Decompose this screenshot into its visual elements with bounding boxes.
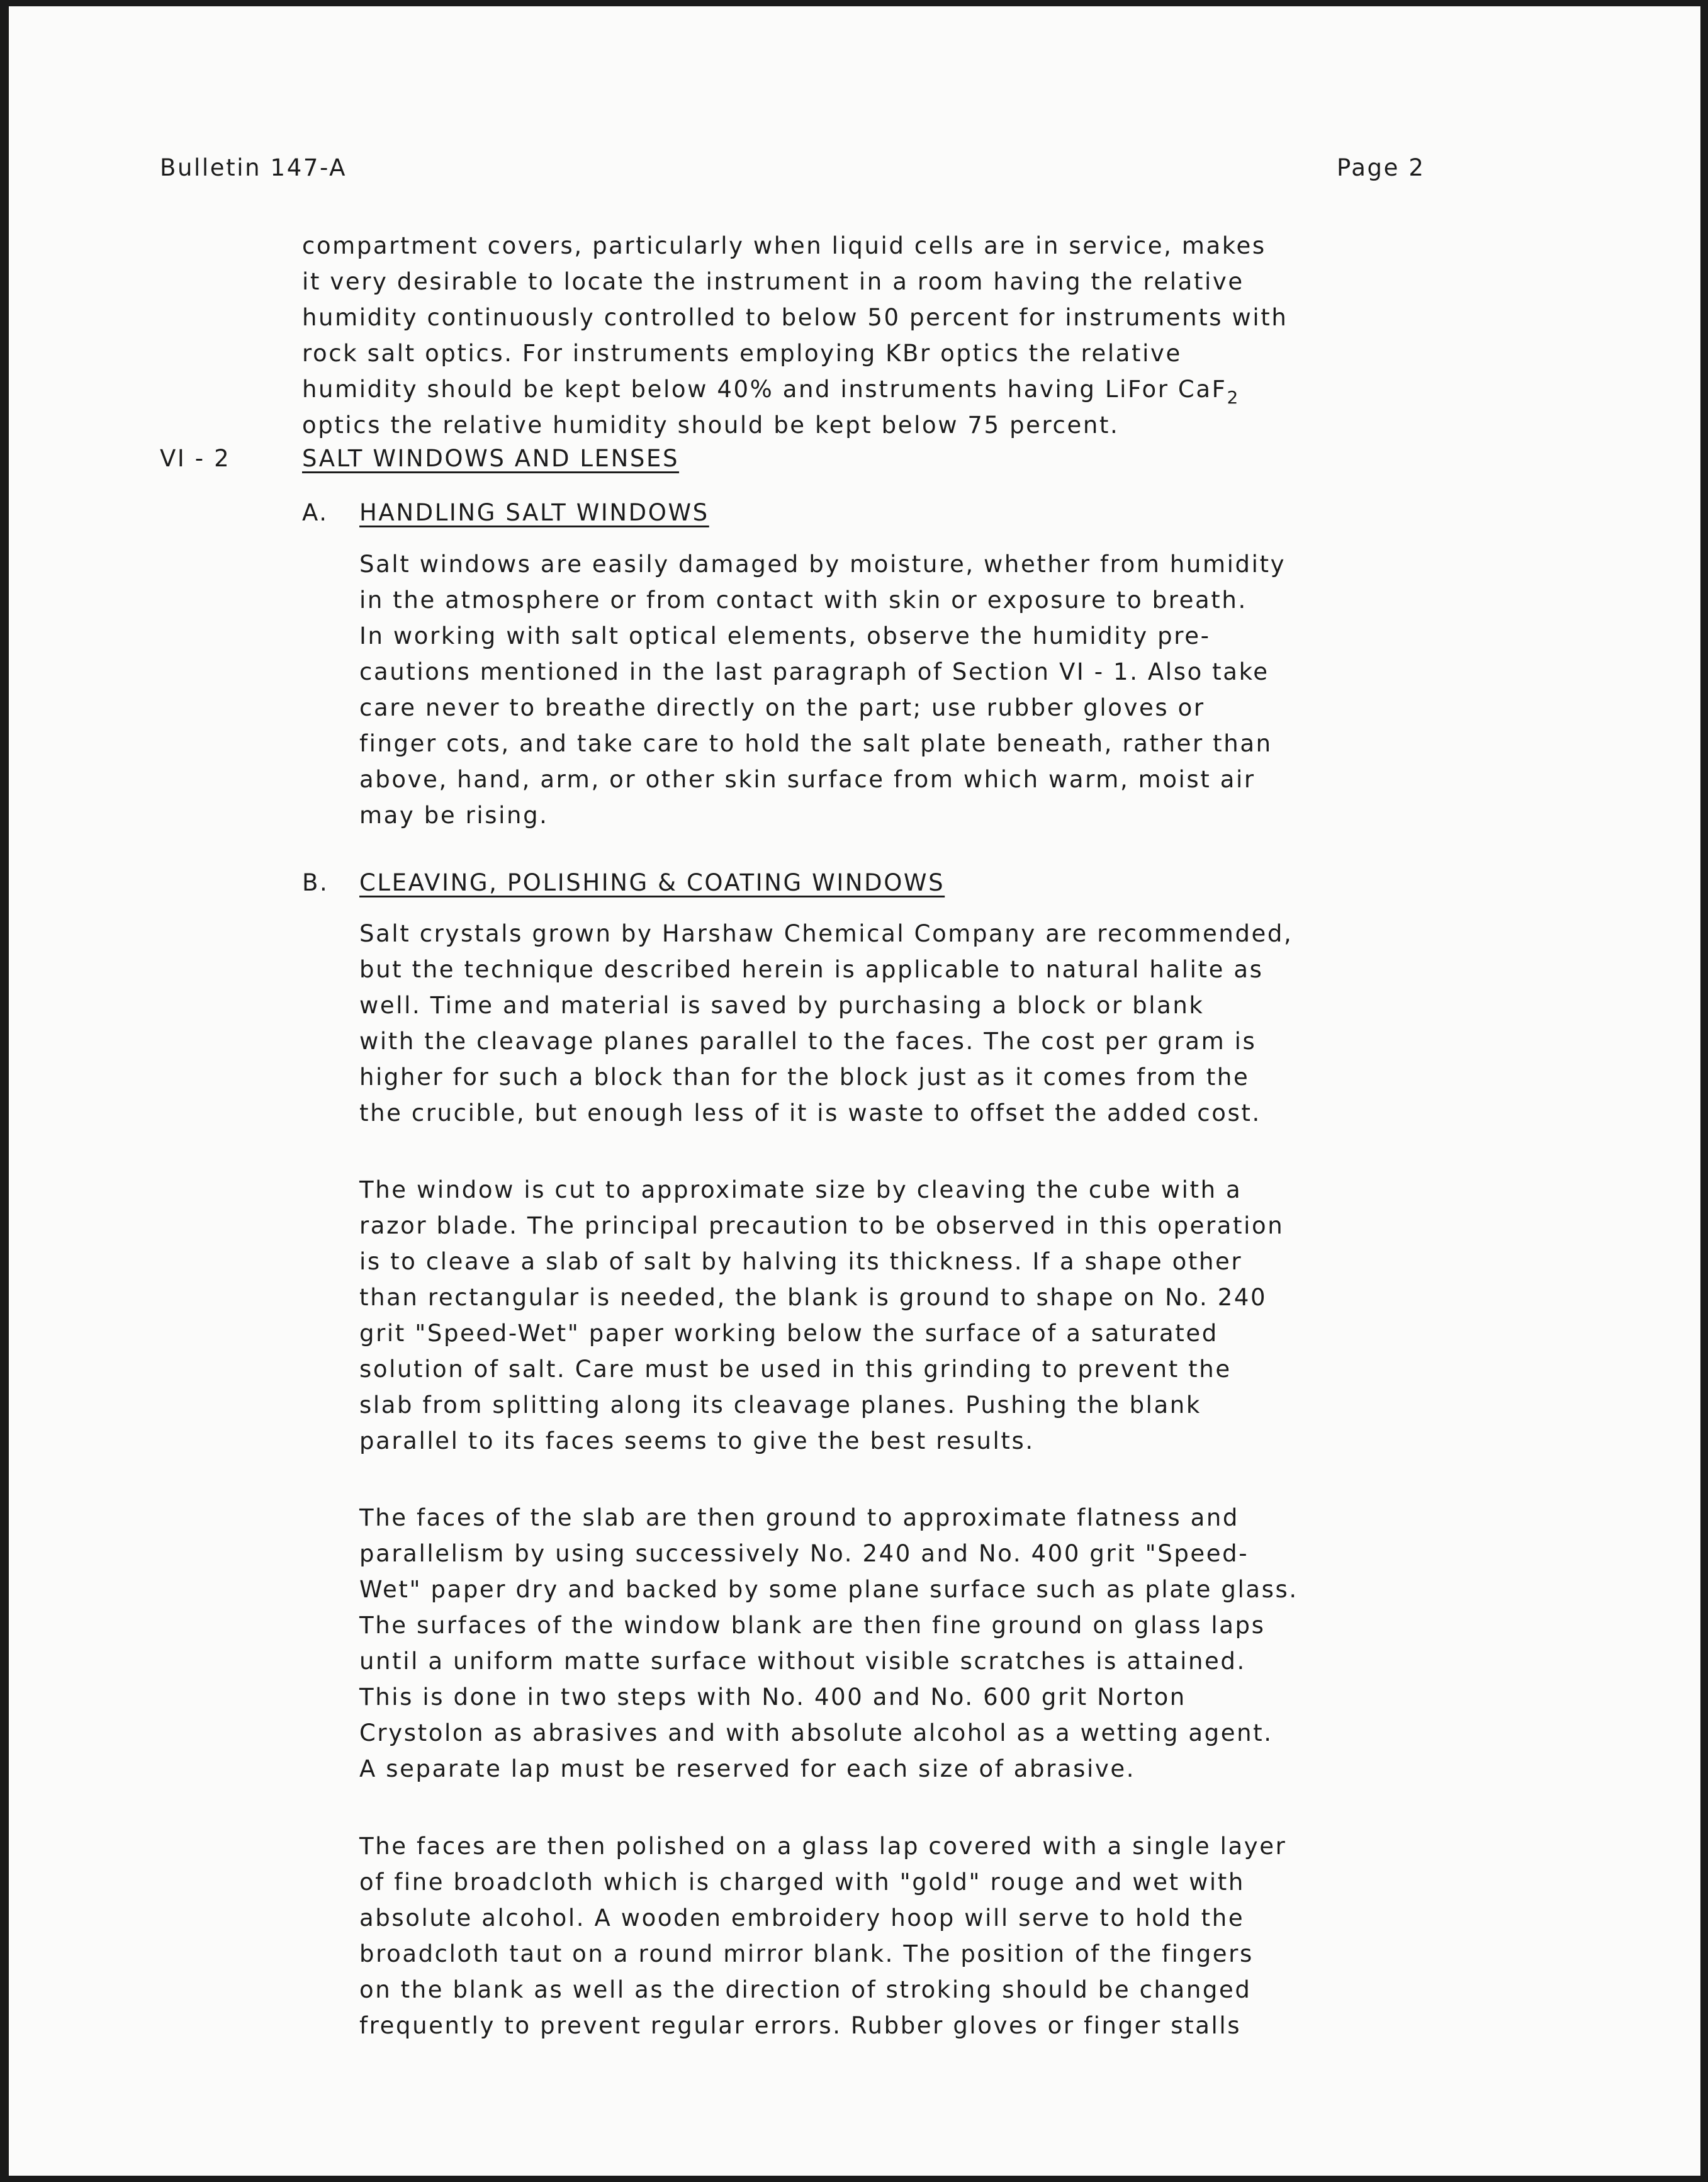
line-text: Salt crystals grown by Harshaw Chemical Company are recommended, bbox=[359, 920, 1293, 947]
line-text: solution of salt. Care must be used in this grinding to prevent the bbox=[359, 1356, 1232, 1383]
line-text: frequently to prevent regular errors. Rubber gloves or finger stalls bbox=[359, 2012, 1242, 2039]
text-line bbox=[302, 306, 1288, 329]
line-text: care never to breathe directly on the part; use rubber gloves or bbox=[359, 694, 1205, 721]
text-line bbox=[359, 1614, 1265, 1637]
line-text: than rectangular is needed, the blank is ground to shape on No. 240 bbox=[359, 1284, 1267, 1311]
text-line bbox=[359, 1429, 1035, 1453]
line-text: of fine broadcloth which is charged with "gold" rouge and wet with bbox=[359, 1869, 1245, 1896]
text-line bbox=[359, 1506, 1239, 1529]
section-number: VI - 2 bbox=[160, 445, 231, 472]
line-text: The surfaces of the window blank are then fine ground on glass laps bbox=[359, 1612, 1266, 1639]
line-text: cautions mentioned in the last paragraph of Section VI - 1. Also take bbox=[359, 658, 1269, 685]
subscript-2: 2 bbox=[1227, 387, 1240, 408]
line-text: on the blank as well as the direction of stroking should be changed bbox=[359, 1976, 1252, 2003]
text-line bbox=[359, 994, 1204, 1017]
text-line bbox=[359, 624, 1211, 648]
line-text: This is done in two steps with No. 400 and No. 600 grit Norton bbox=[359, 1684, 1186, 1711]
text-line bbox=[302, 378, 1240, 407]
line-text: until a uniform matte surface without visible scratches is attained. bbox=[359, 1648, 1246, 1675]
bulletin-number: Bulletin 147-A bbox=[160, 154, 347, 181]
line-text: with the cleavage planes parallel to the faces. The cost per gram is bbox=[359, 1028, 1257, 1055]
text-line bbox=[302, 234, 1266, 257]
line-text: grit "Speed-Wet" paper working below the surface of a saturated bbox=[359, 1320, 1218, 1347]
text-line bbox=[359, 1393, 1201, 1417]
document-page bbox=[9, 6, 1700, 2176]
line-text: Crystolon as abrasives and with absolute alcohol as a wetting agent. bbox=[359, 1719, 1273, 1746]
text-line bbox=[359, 1178, 1242, 1201]
text-line bbox=[359, 1757, 1135, 1780]
subsection-a-title: HANDLING SALT WINDOWS bbox=[359, 499, 709, 526]
line-text: The faces are then polished on a glass lap covered with a single layer bbox=[359, 1833, 1287, 1860]
text-line bbox=[359, 696, 1205, 719]
text-line bbox=[359, 1978, 1251, 2001]
line-text: parallelism by using successively No. 240 and No. 400 grit "Speed- bbox=[359, 1540, 1249, 1567]
subsection-b-title: CLEAVING, POLISHING & COATING WINDOWS bbox=[359, 869, 945, 896]
text-line bbox=[359, 1835, 1286, 1858]
text-line bbox=[302, 413, 1119, 437]
text-line bbox=[359, 1250, 1242, 1273]
line-text: may be rising. bbox=[359, 802, 549, 829]
line-text: In working with salt optical elements, observe the humidity pre- bbox=[359, 622, 1211, 650]
line-text: is to cleave a slab of salt by halving its thickness. If a shape other bbox=[359, 1248, 1243, 1275]
line-text: The faces of the slab are then ground to approximate flatness and bbox=[359, 1504, 1240, 1531]
line-text: but the technique described herein is applicable to natural halite as bbox=[359, 956, 1264, 983]
line-text: in the atmosphere or from contact with skin or exposure to breath. bbox=[359, 587, 1247, 614]
subsection-a-label: A. bbox=[302, 499, 329, 526]
line-text: humidity should be kept below 40% and instruments having LiFor CaF bbox=[302, 376, 1227, 403]
line-text: well. Time and material is saved by purchasing a block or blank bbox=[359, 992, 1205, 1019]
text-line bbox=[302, 342, 1182, 365]
line-text: A separate lap must be reserved for each size of abrasive. bbox=[359, 1755, 1136, 1782]
text-line bbox=[359, 1286, 1267, 1309]
line-text: above, hand, arm, or other skin surface from which warm, moist air bbox=[359, 766, 1256, 793]
line-text: broadcloth taut on a round mirror blank. The position of the fingers bbox=[359, 1940, 1254, 1967]
text-line bbox=[359, 588, 1247, 612]
line-text: rock salt optics. For instruments employing KBr optics the relative bbox=[302, 340, 1182, 367]
line-text: Salt windows are easily damaged by moisture, whether from humidity bbox=[359, 551, 1286, 578]
line-text: compartment covers, particularly when liquid cells are in service, makes bbox=[302, 232, 1266, 259]
text-line bbox=[359, 922, 1293, 945]
line-text: optics the relative humidity should be kept below 75 percent. bbox=[302, 412, 1120, 439]
section-title: SALT WINDOWS AND LENSES bbox=[302, 445, 680, 472]
text-line bbox=[359, 1322, 1218, 1345]
page-number: Page 2 bbox=[1337, 154, 1425, 181]
text-line bbox=[359, 1685, 1186, 1709]
text-line bbox=[359, 1030, 1256, 1053]
text-line bbox=[359, 1101, 1261, 1125]
text-line bbox=[359, 1214, 1284, 1237]
text-line bbox=[359, 1906, 1244, 1930]
text-line bbox=[359, 1358, 1232, 1381]
text-line bbox=[359, 553, 1286, 576]
text-line bbox=[359, 732, 1273, 755]
text-line bbox=[359, 804, 549, 827]
text-line bbox=[359, 2014, 1241, 2037]
line-text: the crucible, but enough less of it is waste to offset the added cost. bbox=[359, 1099, 1261, 1127]
line-text: finger cots, and take care to hold the salt plate beneath, rather than bbox=[359, 730, 1273, 757]
text-line bbox=[359, 1066, 1249, 1089]
text-line bbox=[359, 1721, 1273, 1745]
text-line bbox=[359, 768, 1256, 791]
line-text: parallel to its faces seems to give the best results. bbox=[359, 1427, 1035, 1454]
line-text: humidity continuously controlled to below 50 percent for instruments with bbox=[302, 304, 1288, 331]
text-line bbox=[359, 1578, 1298, 1601]
line-text: it very desirable to locate the instrument in a room having the relative bbox=[302, 268, 1244, 295]
text-line bbox=[359, 1870, 1245, 1894]
line-text: The window is cut to approximate size by cleaving the cube with a bbox=[359, 1176, 1242, 1203]
line-text: slab from splitting along its cleavage planes. Pushing the blank bbox=[359, 1392, 1201, 1419]
line-text: higher for such a block than for the block just as it comes from the bbox=[359, 1064, 1250, 1091]
text-line bbox=[359, 1942, 1254, 1965]
line-text: razor blade. The principal precaution to be observed in this operation bbox=[359, 1212, 1284, 1239]
text-line bbox=[359, 660, 1269, 683]
text-line bbox=[302, 270, 1244, 293]
text-line bbox=[359, 1650, 1246, 1673]
text-line bbox=[359, 1542, 1249, 1565]
text-line bbox=[359, 958, 1263, 981]
line-text: absolute alcohol. A wooden embroidery hoop will serve to hold the bbox=[359, 1904, 1245, 1932]
line-text: Wet" paper dry and backed by some plane surface such as plate glass. bbox=[359, 1576, 1298, 1603]
subsection-b-label: B. bbox=[302, 869, 329, 896]
